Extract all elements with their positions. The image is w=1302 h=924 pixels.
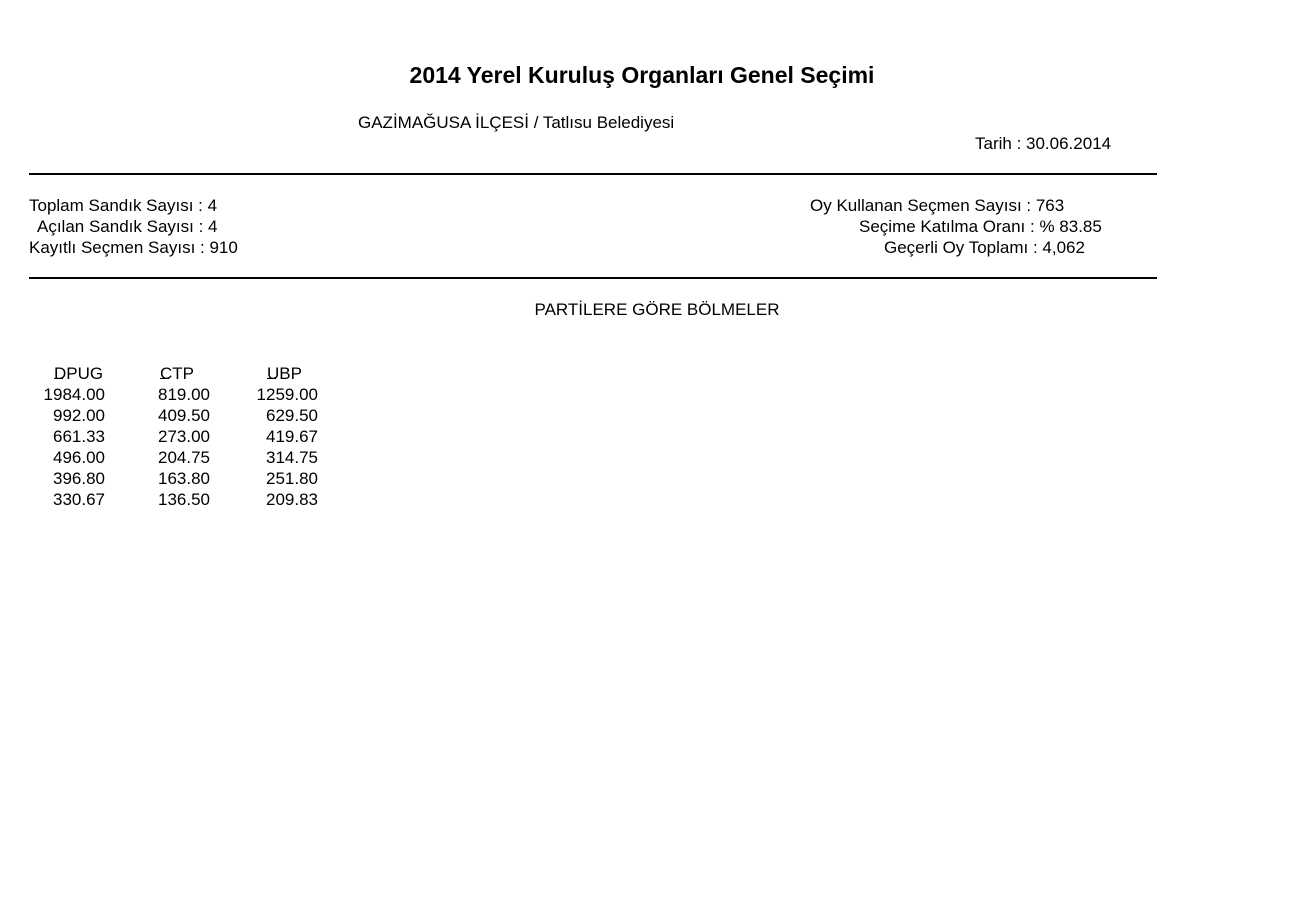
party-header: CTP xyxy=(160,364,194,383)
quotient: 163.80 xyxy=(158,469,210,488)
valid-votes-total: Geçerli Oy Toplamı : 4,062 xyxy=(884,238,1085,257)
party-header: UBP xyxy=(267,364,302,383)
section-title: PARTİLERE GÖRE BÖLMELER xyxy=(534,300,780,319)
party-column-ctp xyxy=(150,363,210,510)
quotient: 1259.00 xyxy=(256,385,318,404)
quotient: 136.50 xyxy=(158,490,210,509)
quotient: 629.50 xyxy=(266,406,318,425)
district-subtitle: GAZİMAĞUSA İLÇESİ / Tatlısu Belediyesi xyxy=(358,113,675,132)
opened-ballot-boxes: Açılan Sandık Sayısı : 4 xyxy=(37,217,218,236)
divider xyxy=(29,173,1157,175)
party-column-ubp xyxy=(250,363,318,510)
turnout-rate: Seçime Katılma Oranı : % 83.85 xyxy=(859,217,1102,236)
quotient: 1984.00 xyxy=(43,385,105,404)
quotient: 409.50 xyxy=(158,406,210,425)
quotient: 992.00 xyxy=(53,406,105,425)
page-title: 2014 Yerel Kuruluş Organları Genel Seçimi xyxy=(409,62,875,88)
voters-who-voted: Oy Kullanan Seçmen Sayısı : 763 xyxy=(810,196,1065,215)
quotient: 496.00 xyxy=(53,448,105,467)
report-date: Tarih : 30.06.2014 xyxy=(975,134,1112,153)
quotient: 209.83 xyxy=(266,490,318,509)
quotient: 314.75 xyxy=(266,448,318,467)
party-column-dpug xyxy=(37,363,105,510)
quotient: 419.67 xyxy=(266,427,318,446)
total-ballot-boxes: Toplam Sandık Sayısı : 4 xyxy=(29,196,218,215)
quotient: 330.67 xyxy=(53,490,105,509)
registered-voters: Kayıtlı Seçmen Sayısı : 910 xyxy=(29,238,238,257)
quotient: 204.75 xyxy=(158,448,210,467)
quotient: 661.33 xyxy=(53,427,105,446)
quotient: 819.00 xyxy=(158,385,210,404)
quotient: 273.00 xyxy=(158,427,210,446)
quotient: 251.80 xyxy=(266,469,318,488)
quotient: 396.80 xyxy=(53,469,105,488)
divider xyxy=(29,277,1157,279)
party-header: DPUG xyxy=(54,364,104,383)
